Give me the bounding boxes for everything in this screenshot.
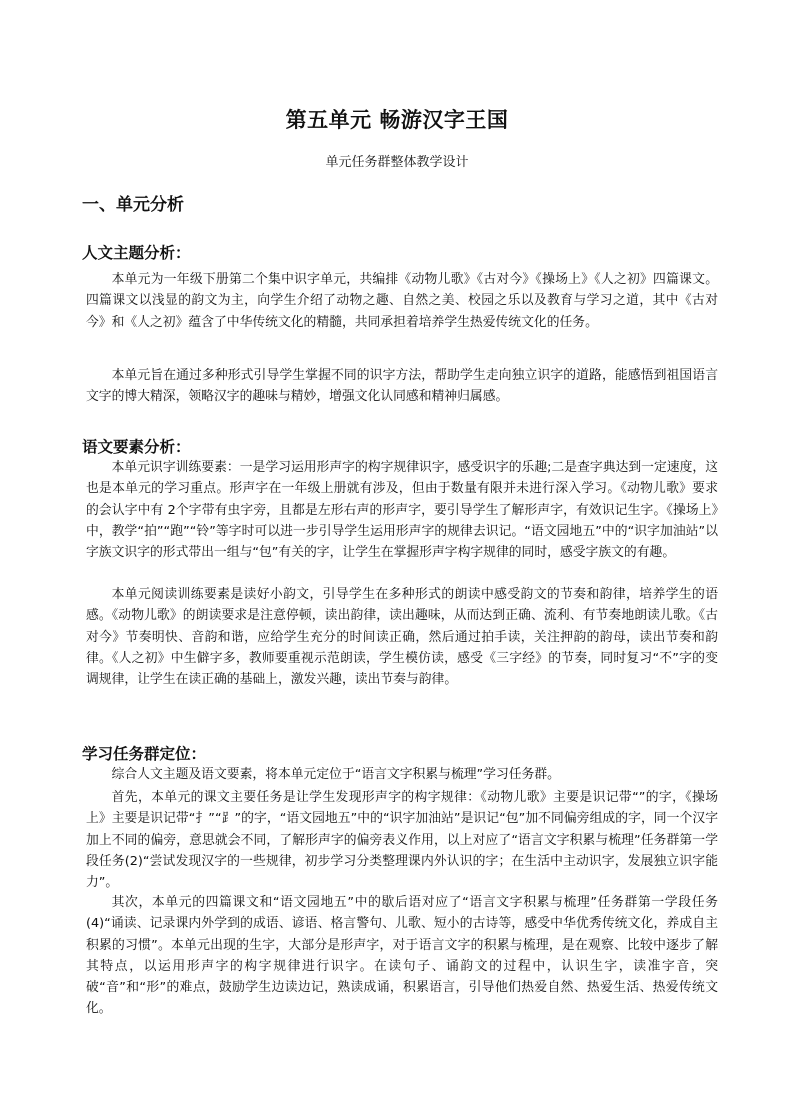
paragraph-task-3: 其次，本单元的四篇课文和“语文园地五”中的歇后语对应了“语言文字积累与梳理”任务群第一学段任务(4)“诵读、记录课内外学到的成语、谚语、格言警句、儿歌、短小的古诗等，感受中华优秀传统文化，养成自主积累的习惯”。本单元出现的生字，大部分是形声字，对于语言文字的积累与梳理，是在观察、比较中逐步了解其特点，以运用形声字的构字规律进行识字。在读句子、诵韵文的过程中，认识生字，读准字音，突破“音”和“形”的难点，鼓励学生边读边记，熟读成诵，积累语言，引导他们热爱自然、热爱生活、热爱传统文化。	[86, 895, 718, 1017]
document-title: 第五单元 畅游汉字王国	[285, 108, 509, 132]
heading-task-group: 学习任务群定位：	[82, 745, 207, 763]
document-subtitle: 单元任务群整体教学设计	[325, 155, 469, 170]
paragraph-task-1: 综合人文主题及语文要素，将本单元定位于“语言文字积累与梳理”学习任务群。	[111, 767, 560, 782]
section-heading-unit-analysis: 一、单元分析	[82, 195, 184, 215]
heading-language-elements: 语文要素分析：	[82, 438, 191, 456]
paragraph-task-2: 首先，本单元的课文主要任务是让学生发现形声字的构字规律：《动物儿歌》主要是识记带“”的字，《操场上》主要是识记带“扌”“⻊”的字，“语文园地五”中的“识字加油站”是识记“包”加不同偏旁组成的字，同一个汉字加上不同的偏旁，意思就会不同，了解形声字的偏旁表义作用，以上对应了“语言文字积累与梳理”任务群第一学段任务(2)“尝试发现汉字的一些规律，初步学习分类整理课内外认识的字；在生活中主动识字，发展独立识字能力”。	[86, 790, 718, 891]
paragraph-language-1: 本单元识字训练要素：一是学习运用形声字的构字规律识字，感受识字的乐趣;二是查字典达到一定速度，这也是本单元的学习重点。形声字在一年级上册就有涉及，但由于数量有限并未进行深入学习。《动物儿歌》要求的会认字中有 2个字带有虫字旁，且都是左形右声的形声字，要引导学生了解形声字，有效识记生字。《操场上》中，教学“拍”“跑”“铃”等字时可以进一步引导学生运用形声字的规律去识记。“语文园地五”中的“识字加油站”以字族文识字的形式带出一组与“包”有关的字，让学生在掌握形声字构字规律的同时，感受字族文的有趣。	[86, 460, 718, 561]
heading-humanistic-theme: 人文主题分析：	[82, 244, 191, 262]
paragraph-humanistic-2: 本单元旨在通过多种形式引导学生掌握不同的识字方法，帮助学生走向独立识字的道路，能感悟到祖国语言文字的博大精深，领略汉字的趣味与精妙，增强文化认同感和精神归属感。	[86, 368, 718, 405]
paragraph-humanistic-1: 本单元为一年级下册第二个集中识字单元，共编排《动物儿歌》《古对今》《操场上》《人之初》四篇课文。四篇课文以浅显的韵文为主，向学生介绍了动物之趣、自然之美、校园之乐以及教育与学习之道，其中《古对今》和《人之初》蕴含了中华传统文化的精髓，共同承担着培养学生热爱传统文化的任务。	[86, 272, 718, 330]
paragraph-language-2: 本单元阅读训练要素是读好小韵文，引导学生在多种形式的朗读中感受韵文的节奏和韵律，培养学生的语感。《动物儿歌》的朗读要求是注意停顿，读出韵律，读出趣味，从而达到正确、流利、有节奏地朗读儿歌。《古对今》节奏明快、音韵和谐，应给学生充分的时间读正确，然后通过拍手读，关注押韵的韵母，读出节奏和韵律。《人之初》中生僻字多，教师要重视示范朗读，学生模仿读，感受《三字经》的节奏，同时复习“不”字的变调规律，让学生在读正确的基础上，激发兴趣，读出节奏与韵律。	[86, 587, 718, 688]
